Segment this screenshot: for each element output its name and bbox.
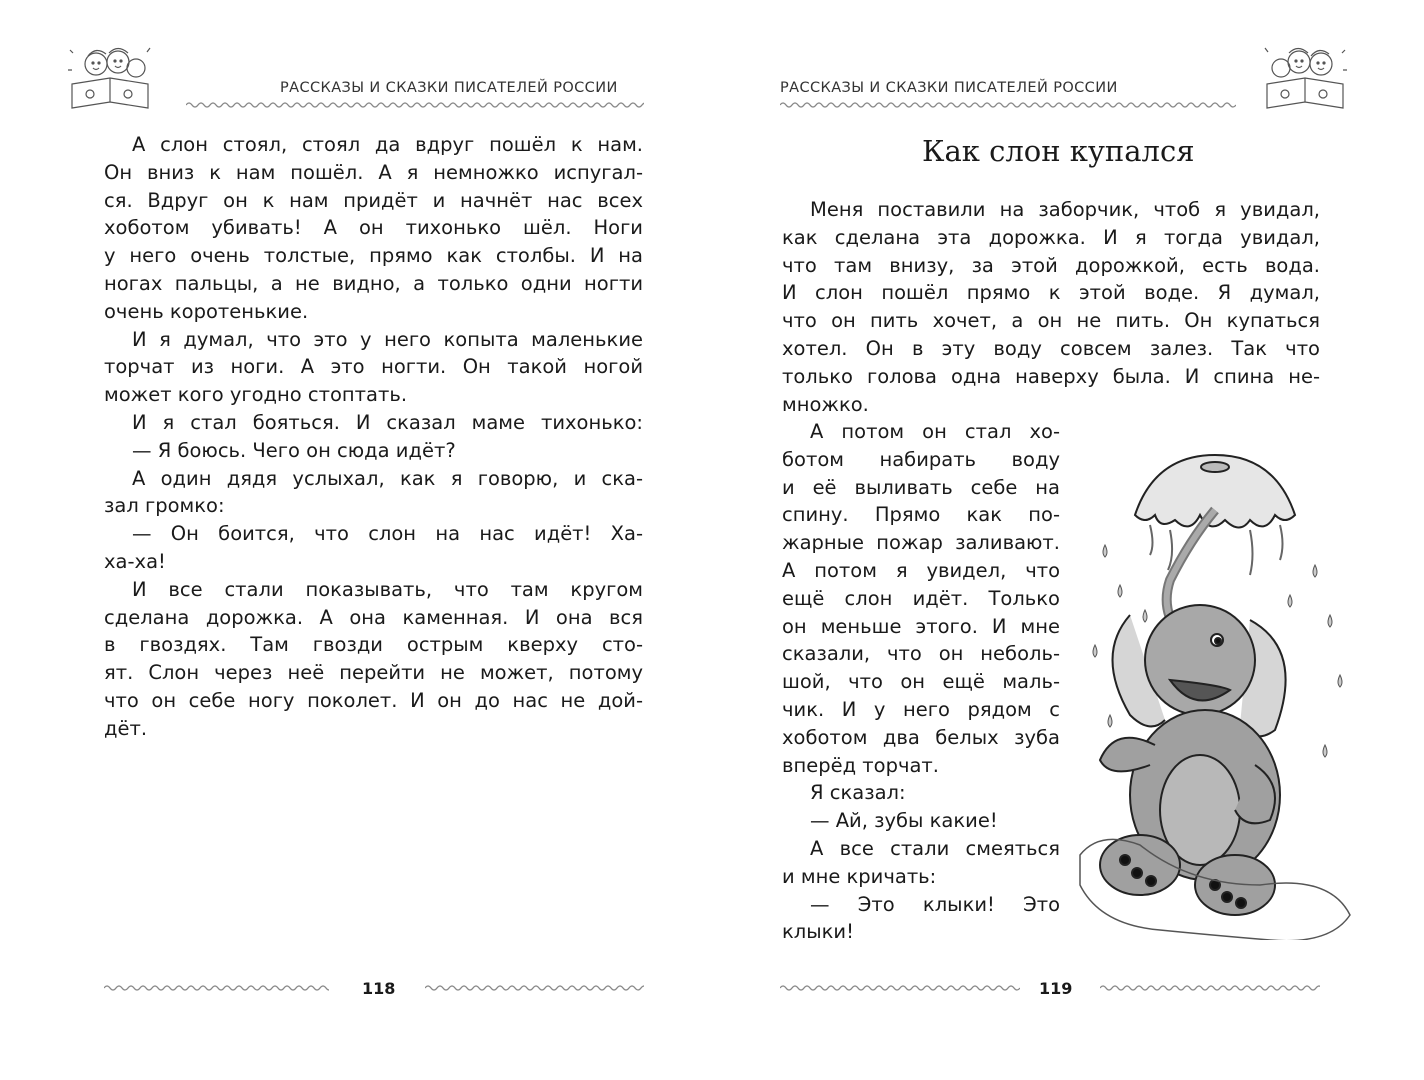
text-line: множко. (782, 392, 869, 416)
text-line: А потом он стал хо- (810, 420, 1060, 443)
text-line: как сделана эта дорожка. И я тогда увидал, (782, 225, 1320, 249)
text-line: — Он боится, что слон на нас идёт! Ха- (132, 522, 643, 546)
text-line: И я думал, что это у него копыта маленькие (132, 327, 643, 351)
text-line: Меня поставили на заборчик, чтоб я увидал, (810, 198, 1320, 221)
running-header: РАССКАЗЫ И СКАЗКИ ПИСАТЕЛЕЙ РОССИИ (280, 80, 618, 96)
text-line: что он пить хочет, а он не пить. Он купаться (782, 309, 1320, 333)
text-line: клыки! (782, 920, 854, 944)
children-reading-emblem (64, 40, 156, 116)
text-line: шой, что он ещё маль- (782, 670, 1060, 694)
text-line: ся. Вдруг он к нам придёт и начнёт нас всех (104, 188, 643, 212)
header-wave-divider (780, 100, 1236, 110)
text-line: А один дядя услыхал, как я говорю, и ска- (132, 466, 643, 490)
text-line: спину. Прямо как по- (782, 503, 1060, 527)
text-line: хоботом два белых зуба (782, 725, 1060, 749)
text-line: чик. И у него рядом с (782, 697, 1060, 721)
text-line: может кого угодно стоптать. (104, 383, 408, 407)
text-line: хотел. Он в эту воду совсем залез. Так что (782, 336, 1320, 360)
text-line: жарные пожар заливают. (782, 531, 1060, 555)
text-line: А слон стоял, стоял да вдруг пошёл к нам. (132, 133, 643, 156)
text-line: что там внизу, за этой дорожкой, есть вода. (782, 253, 1320, 277)
page-number: 119 (1039, 979, 1073, 998)
running-header: РАССКАЗЫ И СКАЗКИ ПИСАТЕЛЕЙ РОССИИ (780, 80, 1118, 96)
text-line: у него очень толстые, прямо как столбы. И на (104, 244, 643, 268)
text-line: — Я боюсь. Чего он сюда идёт? (132, 438, 456, 462)
text-line: он меньше этого. И мне (782, 614, 1060, 638)
text-line: и мне кричать: (782, 864, 937, 888)
text-line: зал громко: (104, 494, 225, 518)
text-line: ботом набирать воду (782, 447, 1060, 471)
text-line: и её выливать себе на (782, 475, 1060, 499)
text-line: сделана дорожка. А она каменная. И она вся (104, 605, 643, 629)
text-line: торчат из ноги. А это ногти. Он такой ногой (104, 355, 643, 379)
story-title: Как слон купался (922, 134, 1195, 168)
text-line: А потом я увидел, что (782, 558, 1060, 582)
text-line: сказали, что он неболь- (782, 642, 1060, 666)
text-line: что он себе ногу поколет. И он до нас не дой- (104, 688, 643, 712)
text-line: ещё слон идёт. Только (782, 586, 1060, 610)
text-line: ногах пальцы, а не видно, а только одни ногти (104, 271, 643, 295)
text-line: Он вниз к нам пошёл. А я немножко испугал- (104, 160, 643, 184)
text-line: только голова одна наверху была. И спина не- (782, 364, 1320, 388)
text-line: очень коротенькие. (104, 299, 309, 323)
text-line: — Это клыки! Это (810, 892, 1060, 916)
text-line: в гвоздях. Там гвозди острым кверху сто- (104, 633, 643, 657)
text-line: — Ай, зубы какие! (810, 809, 998, 833)
text-line: А все стали смеяться (810, 836, 1060, 860)
footer-wave-right (425, 983, 644, 993)
text-line: И все стали показывать, что там кругом (132, 577, 643, 601)
text-line: И я стал бояться. И сказал маме тихонько: (132, 410, 643, 434)
text-line: И слон пошёл прямо к этой воде. Я думал, (782, 281, 1320, 305)
text-line: ха-ха! (104, 549, 166, 573)
text-line: дёт. (104, 716, 148, 740)
text-line: хоботом убивать! А он тихонько шёл. Ноги (104, 216, 643, 240)
story-body-beside-illustration (782, 418, 1060, 946)
story-body-full-width (782, 196, 1320, 418)
text-line: вперёд торчат. (782, 753, 939, 777)
footer-wave-left (780, 983, 1020, 993)
footer-wave-right (1100, 983, 1320, 993)
bathing-elephant-illustration (1075, 445, 1355, 940)
left-page-body (104, 131, 643, 743)
footer-wave-left (104, 983, 329, 993)
text-line: Я сказал: (810, 781, 906, 805)
header-wave-divider (186, 100, 644, 110)
children-reading-emblem (1259, 40, 1351, 116)
text-line: ят. Слон через неё перейти не может, потому (104, 661, 643, 685)
right-page (712, 0, 1424, 1080)
page-number: 118 (362, 979, 396, 998)
